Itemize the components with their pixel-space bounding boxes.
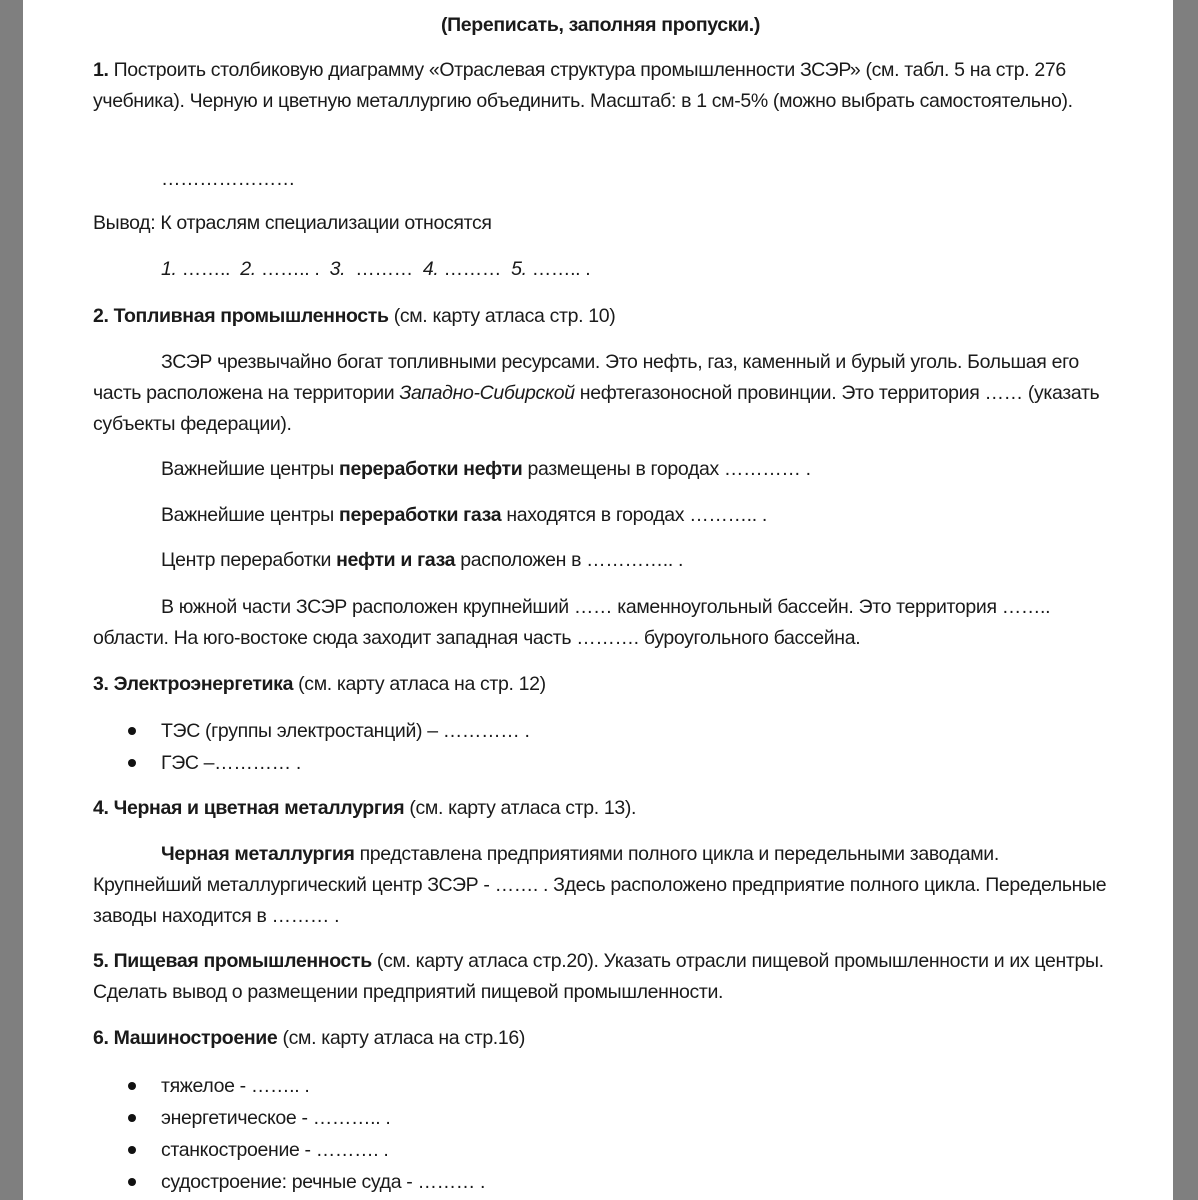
section-1-task [93,55,1108,117]
section-4-heading: 4. Черная и цветная металлургия [93,797,405,819]
section-4-ref: (см. карту атласа стр. 13). [404,797,637,819]
list-item [93,1166,1108,1198]
gas-bold: переработки газа [339,504,502,526]
section-3-ref: (см. карту атласа на стр. 12) [293,673,546,695]
section-6-heading: 6. Машиностроение [93,1027,278,1049]
oil-bold: переработки нефти [339,458,523,480]
both-bold: нефти и газа [336,549,456,571]
section-3-heading: 3. Электроэнергетика [93,673,294,695]
list-item-text: тяжелое - …….. . [161,1075,310,1097]
gas-text-b: находятся в городах ……….. . [501,504,767,526]
section-6-ref: (см. карту атласа на стр.16) [277,1027,526,1049]
both-text-a: Центр переработки [161,549,337,571]
both-text-b: расположен в ………….. . [455,549,684,571]
answer-5-number: 5. [511,258,527,280]
section-4-text: представлена предприятиями полного цикла и передельными заводами. Крупнейший металлургический центр ЗСЭР - ……. . Здесь расположено предприятие полного цикла. Передельные заводы находится в ……… . [93,843,1107,927]
answer-3-blank: ……… [345,258,423,280]
section-4-heading-line [93,793,1108,824]
section-1-answer-list [93,254,1176,285]
list-item-text: ГЭС –………… . [161,752,301,774]
section-3-heading-line [93,669,1108,700]
section-2-text-a: ЗСЭР чрезвычайно богат топливными ресурсами. Это нефть, газ, каменный и бурый уголь. Большая его часть расположена на территории [93,351,1079,404]
section-1-conclusion: Вывод: К отраслям специализации относятся [93,212,492,234]
bullet-icon [128,1146,136,1154]
list-item [93,1134,1108,1166]
bullet-icon [128,727,136,735]
answer-3-number: 3. [329,258,346,280]
section-1-blank: ………………… [161,168,296,190]
list-item [93,747,1108,779]
list-item [93,1070,1108,1102]
list-item-text: станкостроение - ………. . [161,1139,389,1161]
section-6-list [93,1070,1108,1198]
bullet-icon [128,1082,136,1090]
section-5-task [93,946,1108,1008]
section-2-paragraph [93,347,1108,440]
document-page [23,0,1173,1200]
answer-1-number: 1. [161,258,177,280]
oil-text-b: размещены в городах ………… . [522,458,811,480]
section-4-bold: Черная металлургия [161,843,355,865]
oil-gas-center-line [93,545,1176,576]
answer-1-blank: …….. [176,258,241,280]
coal-basin-paragraph: В южной части ЗСЭР расположен крупнейший …… каменноугольный бассейн. Это территория …….. области. На юго-востоке сюда заходит западная часть ………. буроугольного бассейна. [93,596,1051,649]
section-2-italic-province: Западно-Сибирской [399,382,575,404]
section-2-heading: 2. Топливная промышленность [93,305,389,327]
section-5-text: (см. карту атласа стр.20). Указать отрасли пищевой промышленности и их центры. Сделать вывод о размещении предприятий пищевой промышленности. [93,950,1104,1003]
section-2-heading-line [93,301,1108,332]
section-6-heading-line [93,1023,1108,1054]
list-item [93,715,1108,747]
answer-2-number: 2. [240,258,256,280]
bullet-icon [128,759,136,767]
answer-4-blank: ……… [438,258,512,280]
answer-5-blank: …….. . [526,258,591,280]
gas-text-a: Важнейшие центры [161,504,340,526]
list-item-text: судостроение: речные суда - ……… . [161,1171,486,1193]
section-1-text: Построить столбиковую диаграмму «Отраслевая структура промышленности ЗСЭР» (см. табл. 5 на стр. 276 учебника). Черную и цветную металлургию объединить. Масштаб: в 1 см-5% (можно выбрать самостоятельно). [93,59,1073,112]
list-item-text: ТЭС (группы электростанций) – ………… . [161,720,530,742]
list-item [93,1102,1108,1134]
answer-4-number: 4. [422,258,439,280]
answer-2-blank: …….. . [255,258,330,280]
bullet-icon [128,1178,136,1186]
list-item-text: энергетическое - ……….. . [161,1107,391,1129]
gas-processing-line [93,500,1176,531]
section-2-ref: (см. карту атласа стр. 10) [388,305,616,327]
section-4-paragraph [93,839,1108,932]
section-3-list [93,715,1108,779]
document-title: (Переписать, заполняя пропуски.) [440,14,761,36]
oil-text-a: Важнейшие центры [161,458,340,480]
bullet-icon [128,1114,136,1122]
oil-processing-line [93,454,1176,485]
section-2-text-b: нефтегазоносной провинции. Это территория …… (указать субъекты федерации). [93,382,1100,435]
section-1-number: 1. [93,59,109,81]
section-5-heading: 5. Пищевая промышленность [93,950,372,972]
